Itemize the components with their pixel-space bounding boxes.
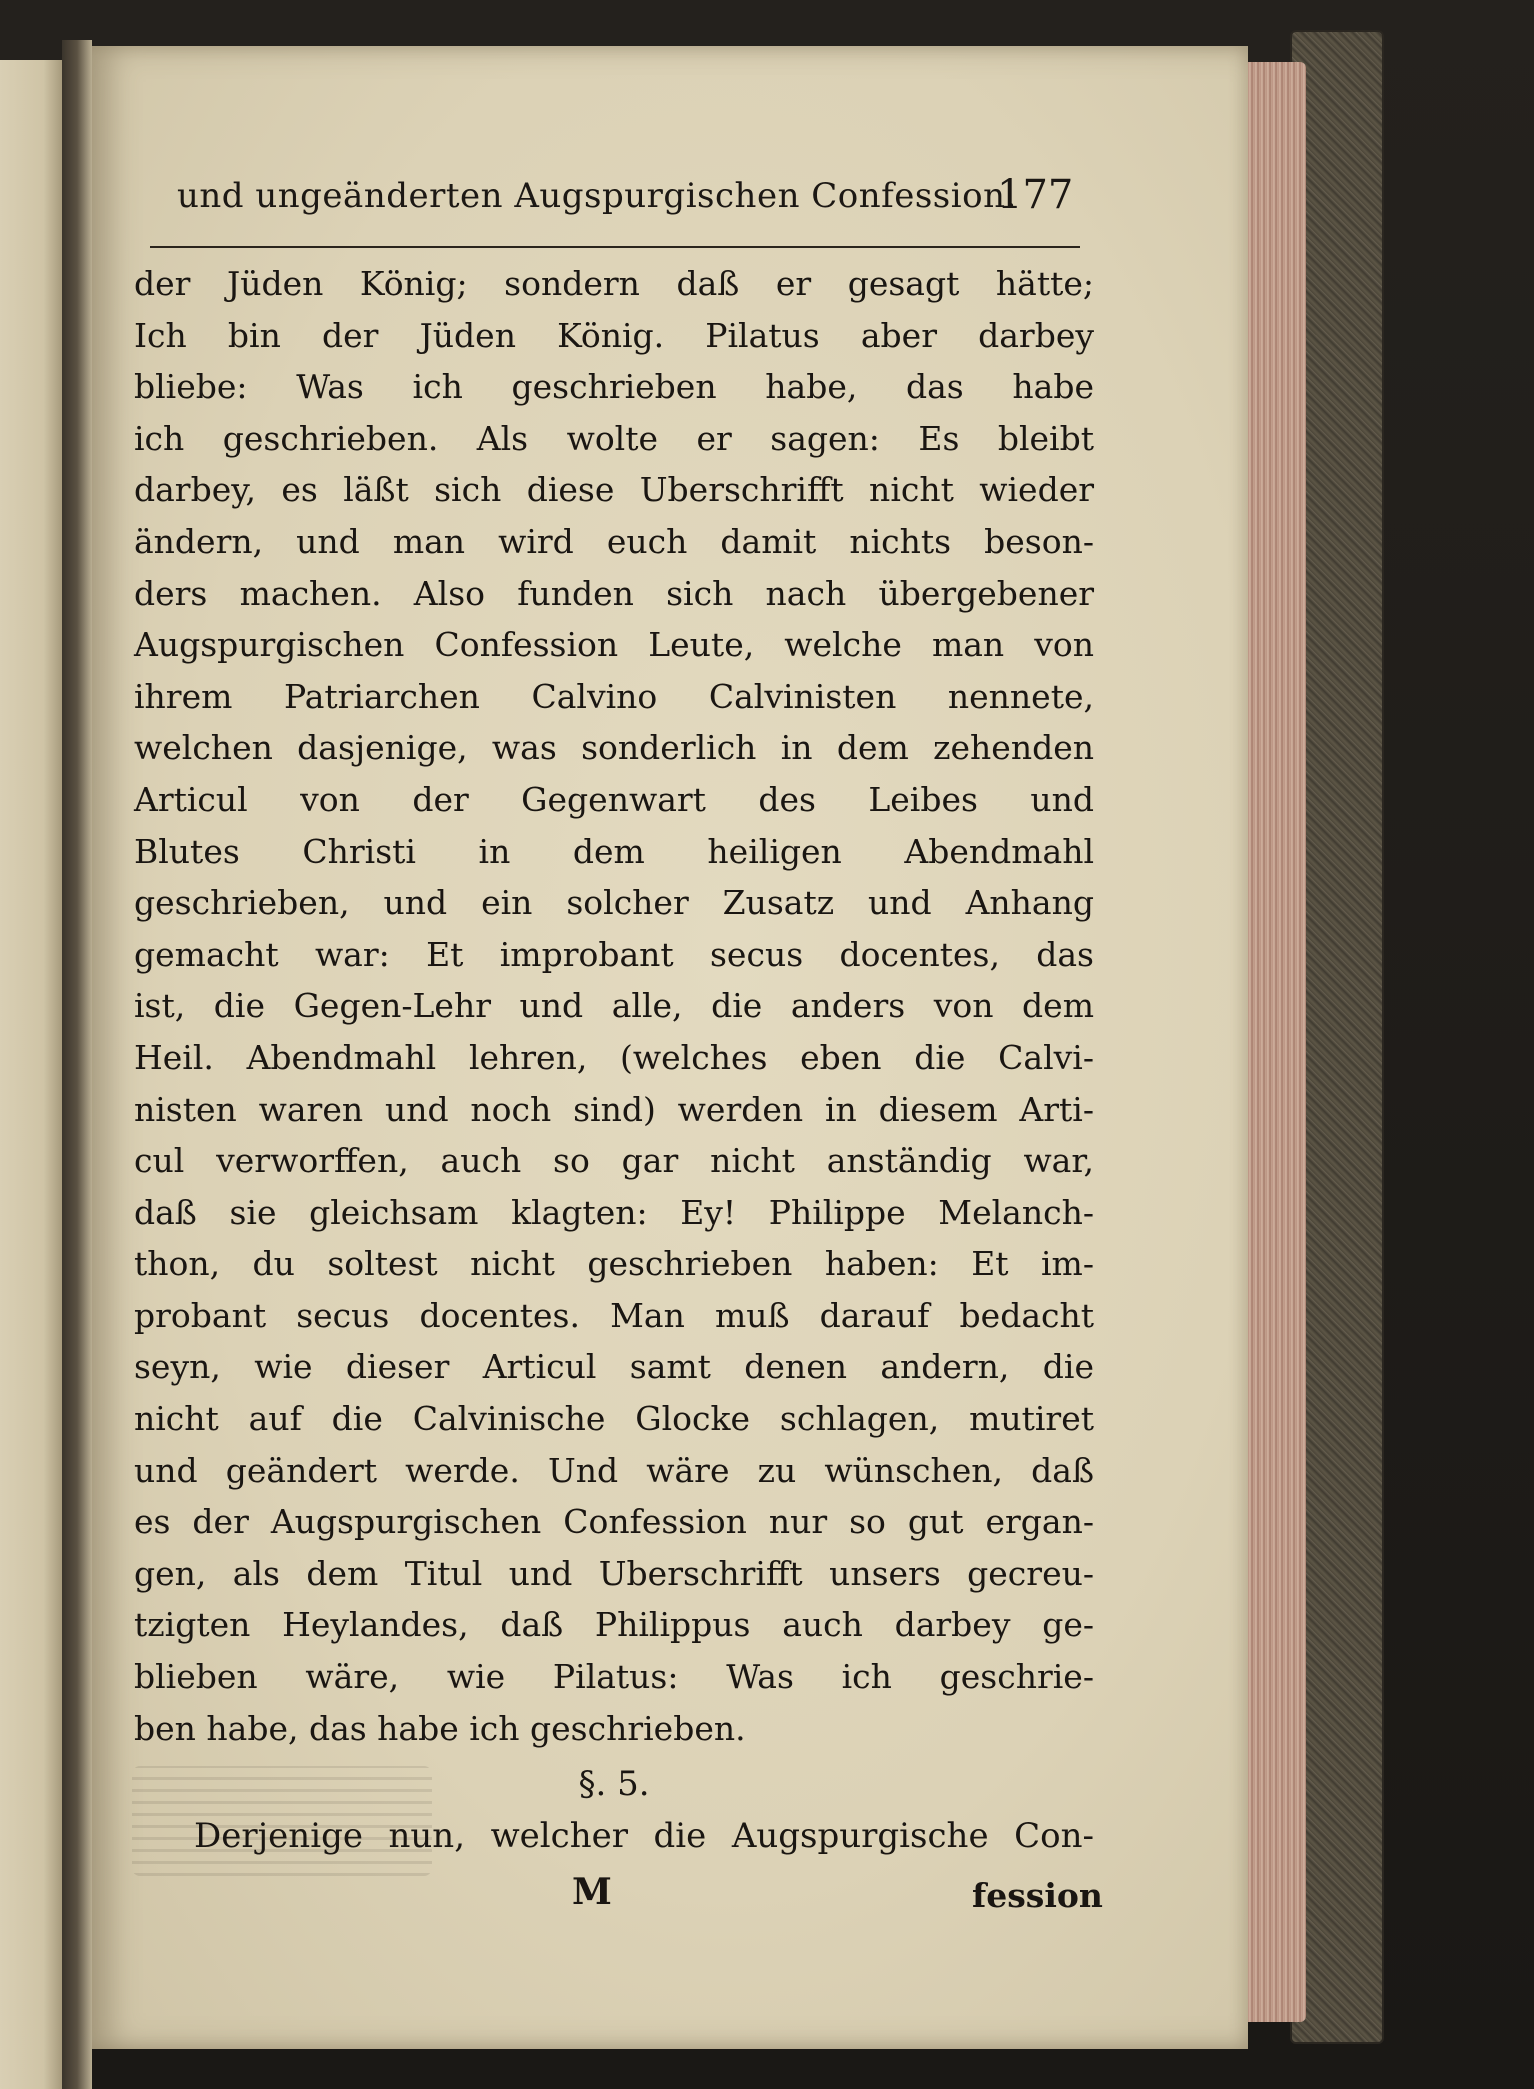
section-heading: §. 5. <box>578 1764 650 1804</box>
text-line: ihrem Patriarchen Calvino Calvinisten nennete, <box>134 676 1094 716</box>
catchword: fession <box>972 1876 1103 1915</box>
text-line: nisten waren und noch sind) werden in diesem Arti- <box>134 1089 1094 1129</box>
text-line: tzigten Heylandes, daß Philippus auch darbey ge- <box>134 1605 1094 1645</box>
header-rule <box>150 246 1080 248</box>
running-title: und ungeänderten Augspurgischen Confession. <box>177 176 1017 216</box>
text-line: welchen dasjenige, was sonderlich in dem zehenden <box>134 728 1094 768</box>
previous-page-edge <box>0 60 64 2089</box>
text-line: gemacht war: Et improbant secus docentes, das <box>134 934 1094 974</box>
text-line: seyn, wie dieser Articul samt denen andern, die <box>134 1347 1094 1387</box>
text-line: geschrieben, und ein solcher Zusatz und Anhang <box>134 883 1094 923</box>
page-number: 177 <box>997 172 1074 218</box>
text-line: nicht auf die Calvinische Glocke schlagen, mutiret <box>134 1399 1094 1439</box>
text-line: probant secus docentes. Man muß darauf bedacht <box>134 1295 1094 1335</box>
text-line: Ich bin der Jüden König. Pilatus aber darbey <box>134 315 1094 355</box>
body-text <box>134 258 1094 1754</box>
text-line: ben habe, das habe ich geschrieben. <box>134 1708 746 1748</box>
text-line: ändern, und man wird euch damit nichts beson- <box>134 521 1094 561</box>
text-line: es der Augspurgischen Confession nur so gut ergan- <box>134 1502 1094 1542</box>
text-line: ist, die Gegen-Lehr und alle, die anders von dem <box>134 986 1094 1026</box>
book-gutter <box>62 40 92 2089</box>
text-line: ders machen. Also funden sich nach übergebener <box>134 573 1094 613</box>
book-page <box>92 46 1248 2049</box>
text-line: Articul von der Gegenwart des Leibes und <box>134 779 1094 819</box>
text-line: Blutes Christi in dem heiligen Abendmahl <box>134 831 1094 871</box>
text-line: ich geschrieben. Als wolte er sagen: Es bleibt <box>134 418 1094 458</box>
text-line: der Jüden König; sondern daß er gesagt hätte; <box>134 264 1094 303</box>
text-line: darbey, es läßt sich diese Uberschrifft nicht wieder <box>134 470 1094 510</box>
text-line: und geändert werde. Und wäre zu wünschen, daß <box>134 1450 1094 1490</box>
text-line: Augspurgischen Confession Leute, welche man von <box>134 625 1094 665</box>
text-line: daß sie gleichsam klagten: Ey! Philippe Melanch- <box>134 1192 1094 1232</box>
signature-mark: M <box>572 1871 612 1913</box>
section-first-line: Derjenige nun, welcher die Augspurgische Con- <box>194 1816 1094 1856</box>
text-line: thon, du soltest nicht geschrieben haben: Et im- <box>134 1244 1094 1284</box>
text-line: blieben wäre, wie Pilatus: Was ich geschrie- <box>134 1657 1094 1697</box>
text-line: gen, als dem Titul und Uberschrifft unsers gecreu- <box>134 1553 1094 1593</box>
text-line: Heil. Abendmahl lehren, (welches eben die Calvi- <box>134 1037 1094 1077</box>
text-line: bliebe: Was ich geschrieben habe, das habe <box>134 367 1094 407</box>
text-line: cul verworffen, auch so gar nicht anständig war, <box>134 1141 1094 1181</box>
